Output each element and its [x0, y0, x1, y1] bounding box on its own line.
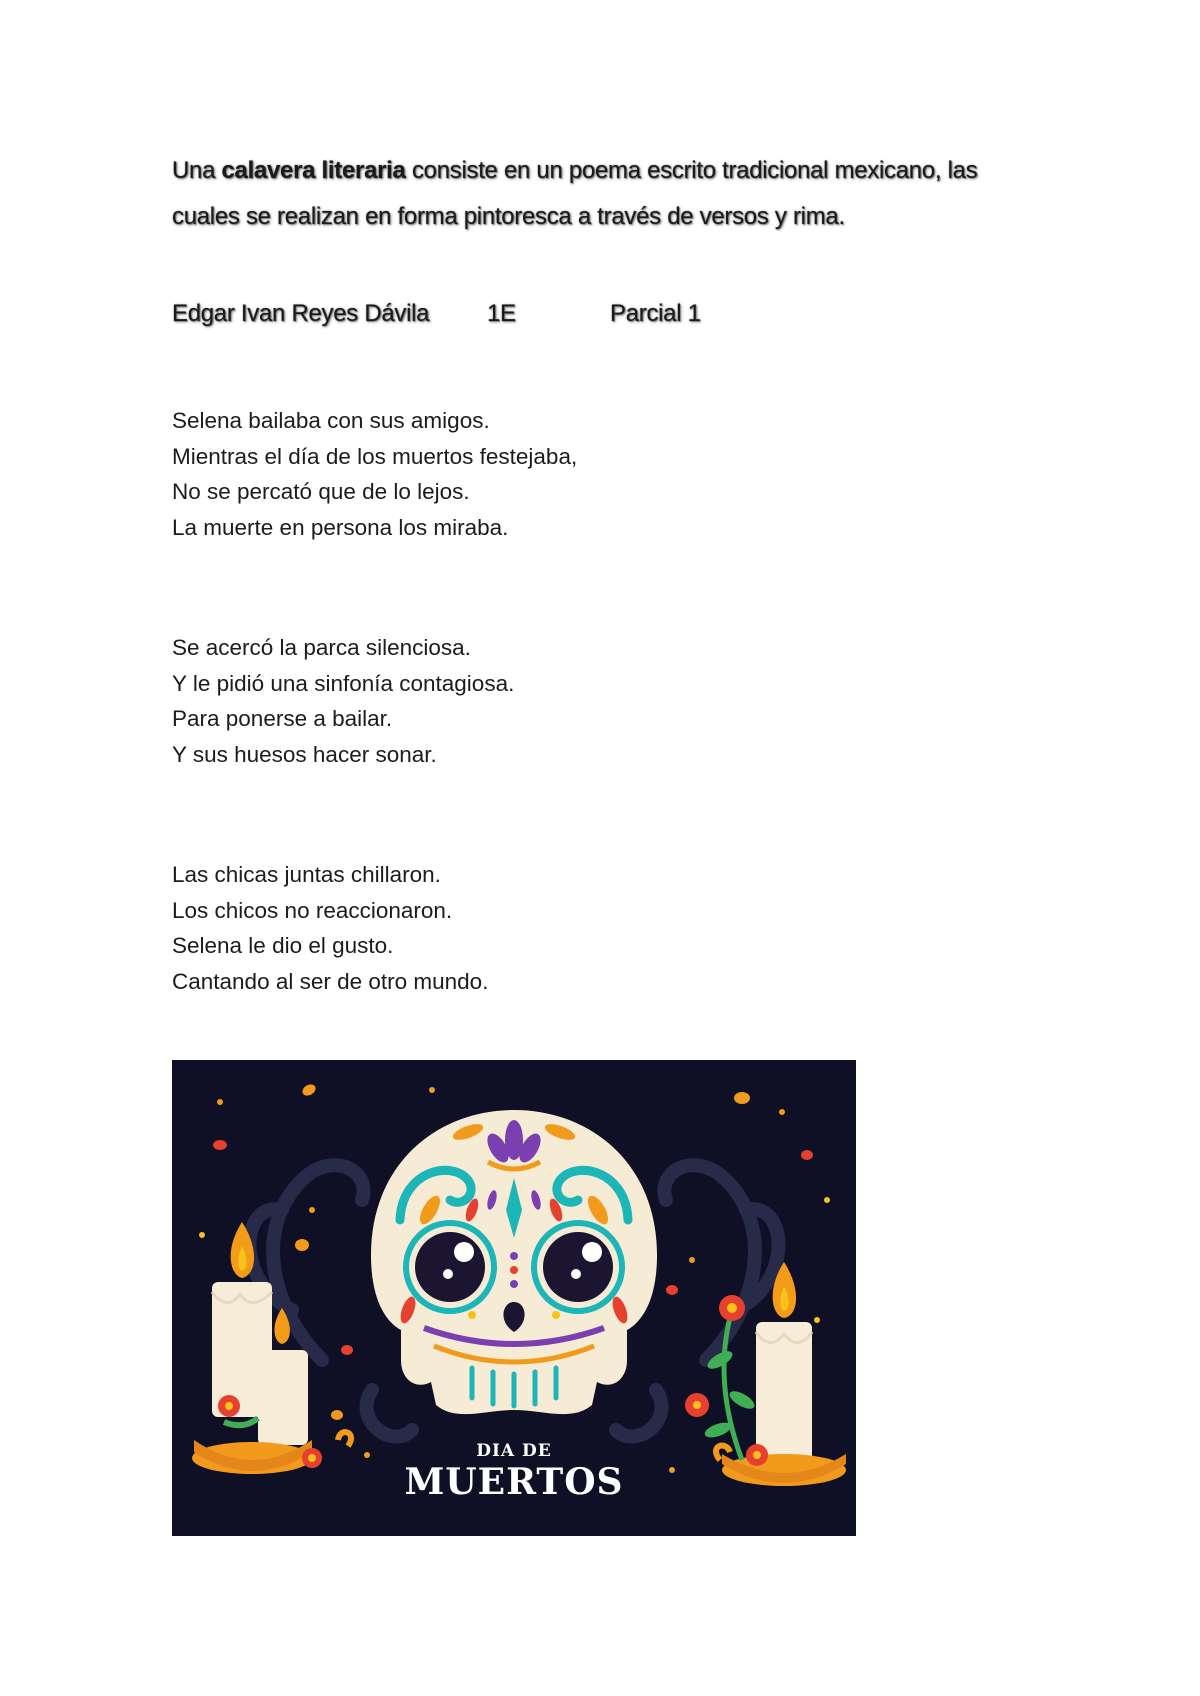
sugar-skull [371, 1110, 657, 1414]
poem-line: Mientras el día de los muertos festejaba, [172, 443, 578, 469]
poem-stanza-2 [172, 630, 772, 772]
poem-stanza-1 [172, 403, 772, 545]
poem-stanza-3 [172, 857, 772, 999]
poem-line: Se acercó la parca silenciosa. [172, 635, 471, 660]
poem-line: La muerte en persona los miraba. [172, 514, 509, 540]
poem-line: Y le pidió una sinfonía contagiosa. [172, 670, 515, 696]
poem-line: Selena bailaba con sus amigos. [172, 408, 490, 433]
nose-dots [510, 1252, 518, 1288]
dia-de-muertos-illustration [172, 1060, 856, 1536]
period-label: Parcial 1 [610, 300, 701, 327]
intro-paragraph [172, 148, 1042, 240]
caption-large: MUERTOS [404, 1461, 624, 1503]
intro-line-2: cuales se realizan en forma pintoresca a través de versos y rima. [172, 203, 845, 230]
author-name: Edgar Ivan Reyes Dávila [172, 300, 430, 327]
group-label: 1E [487, 300, 516, 327]
poem-line: Para ponerse a bailar. [172, 706, 393, 731]
poem-line: Selena le dio el gusto. [172, 933, 394, 958]
caption-small: DIA DE [476, 1441, 552, 1461]
poem-line: Y sus huesos hacer sonar. [172, 741, 437, 767]
poem-line: Los chicos no reaccionaron. [172, 897, 453, 923]
poem-line: No se percató que de lo lejos. [172, 479, 470, 504]
illustration-caption [172, 1440, 856, 1502]
intro-bold-term: calavera literaria [221, 157, 406, 184]
poem-line: Cantando al ser de otro mundo. [172, 968, 489, 994]
poem-line: Las chicas juntas chillaron. [172, 862, 441, 887]
intro-line-1: Una calavera literaria consiste en un poema escrito tradicional mexicano, las [172, 157, 978, 184]
